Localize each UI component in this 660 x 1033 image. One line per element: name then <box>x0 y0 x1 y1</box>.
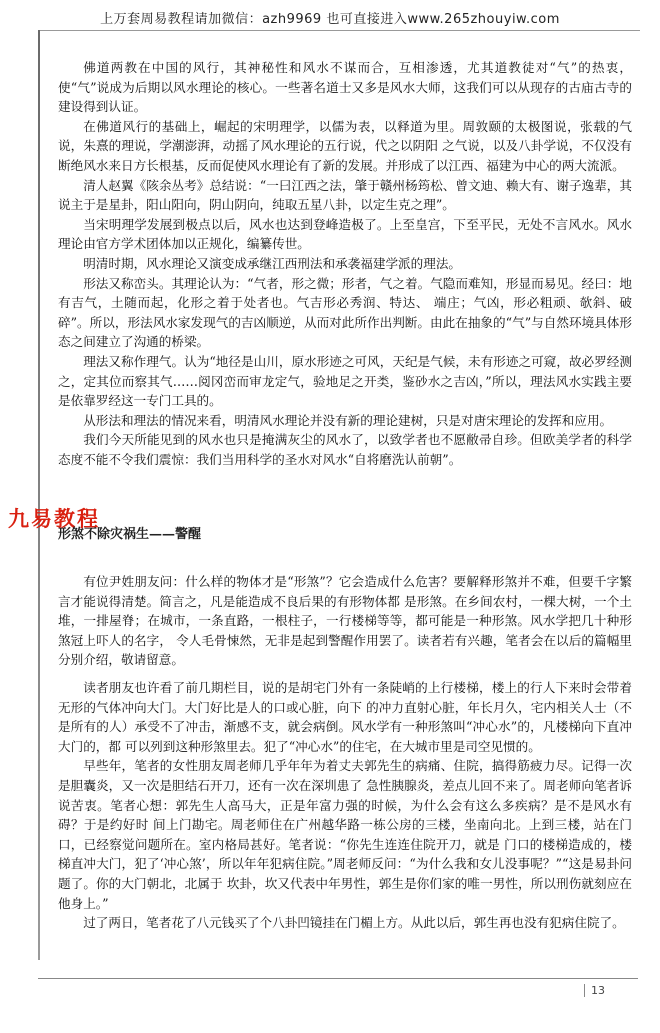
page-number: 13 <box>584 984 605 997</box>
left-margin-rule <box>38 30 40 960</box>
paragraph: 我们今天所能见到的风水也只是掩满灰尘的风水了，以致学者也不愿敝帚自珍。但欧美学者的科学态度不能不令我们震惊：我们当用科学的圣水对风水“自将磨洗认前朝”。 <box>58 432 632 467</box>
paragraph: 在佛道风行的基础上，崛起的宋明理学，以儒为表，以释道为里。周敦颐的太极图说，张载的气说，朱熹的理说，学潮澎湃，动摇了风水理论的五行说，代之以阴阳 之气说，以及八卦学说，不仅没有断绝风水来日方长根基，反而促使风水理论有了新的发展。并形成了以江西、福建为中心的两大流派。 <box>58 118 632 173</box>
paragraph: 明清时期，风水理论又演变成承继江西刑法和承袭福建学派的理法。 <box>83 255 461 271</box>
paragraph: 理法又称作理气。认为“地径是山川，原水形迹之可风，天纪是气候，未有形迹之可窥，故必罗经测之，定其位而察其气……阅冈峦而审龙定气，验地足之开类，鉴砂水之吉凶，”所以，理法风水实践主要是依靠罗经这一专门工具的。 <box>58 353 632 409</box>
paragraph: 当宋明理学发展到极点以后，风水也达到登峰造极了。上至皇宫，下至平民，无处不言风水。风水理论由官方学术团体加以正规化，编纂传世。 <box>58 216 632 252</box>
watermark-logo: 九易教程 <box>8 507 100 531</box>
paragraph: 有位尹姓朋友问：什么样的物体才是“形煞”？它会造成什么危害？要解释形煞并不难，但要千字繁言才能说得清楚。简言之，凡是能造成不良后果的有形物体都 是形煞。在乡间农村，一棵大树，一个土堆，一排屋脊；在城市，一条直路，一根柱子，一行楼梯等等，都可能是一种形煞。风水学把几十种形煞冠上吓人的名字， 令人毛骨悚然，无非是起到警醒作用罢了。读者若有兴趣，笔者会在以后的篇幅里分别介绍，敬请留意。 <box>58 574 632 668</box>
paragraph: 过了两日，笔者花了八元钱买了个八卦凹镜挂在门楣上方。从此以后，郭生再也没有犯病住院了。 <box>83 915 625 931</box>
article-xingsha <box>58 572 632 939</box>
paragraph: 早些年，笔者的女性朋友周老师几乎年年为着丈夫郭先生的病痛、住院，搞得筋疲力尽。记得一次是胆囊炎，又一次是胆结石开刀，还有一次在深圳患了 急性胰腺炎，差点儿回不来了。周老师向笔者诉说苦衷。笔者心想：郭先生人高马大，正是年富力强的时候，为什么会有这么多疾病？是不是风水有碍？于是约好时 间上门勘宅。周老师住在广州越华路一栋公房的三楼，坐南向北。上到三楼，站在门口，已经察觉问题所在。室内格局甚好。笔者说：“你先生连连住院开刀，就是 门口的楼梯造成的，楼梯直冲大门，犯了‘冲心煞’，所以年年犯病住院。”周老师反问：“为什么我和女儿没事呢？”“这是易卦问题了。你的大门朝北，北属于 坎卦，坎又代表中年男性，郭生是你们家的唯一男性，所以刑伤就刻应在他身上。” <box>58 758 632 911</box>
site-banner: 上万套周易教程请加微信：azh9969 也可直接进入www.265zhouyiw.com <box>100 12 560 27</box>
footer-rule <box>38 978 638 979</box>
paragraph: 形法又称峦头。其理论认为：“气者，形之微；形者，气之着。气隐而难知，形显而易见。经曰：地有吉气，土随而起，化形之着于处者也。气吉形必秀润、特达、 端庄；气凶，形必粗顽、欹斜、破碎”。所以，形法风水家发现气的吉凶顺逆，从而对此所作出判断。由此在抽象的“气”与自然环境具体形态之间建立了沟通的桥梁。 <box>58 275 632 350</box>
section-title: 形煞不除灾祸生——警醒 <box>58 527 202 542</box>
paragraph: 从形法和理法的情况来看，明清风水理论并没有新的理论建树，只是对唐宋理论的发挥和应用。 <box>83 412 613 428</box>
top-rule <box>38 30 640 31</box>
paragraph: 清人赵翼《陔余丛考》总结说：“一曰江西之法，肇于赣州杨筠松、曾文迪、赖大有、谢子逸辈，其说主于是星卦，阳山阳向，阴山阴向，纯取五星八卦，以定生克之理”。 <box>58 177 632 213</box>
paragraph: 佛道两教在中国的风行，其神秘性和风水不谋而合，互相渗透，尤其道教徒对“气”的热衷，使“气”说成为后期以风水理论的核心。一些著名道士又多是风水大师，这我们可以从现存的古庙古寺的建设得到认证。 <box>58 60 632 115</box>
paragraph: 读者朋友也许看了前几期栏目，说的是胡宅门外有一条陡峭的上行楼梯，楼上的行人下来时会带着无形的气体冲向大门。大门好比是人的口或心脏，向下 的冲力直射心脏，年长月久，宅内相关人士（不是所有的人）承受不了冲击，渐感不支，就会病倒。风水学有一种形煞叫“冲心水”的，凡楼梯向下直冲大门的，都 可以列到这种形煞里去。犯了“冲心水”的住宅，在大城市里是司空见惯的。 <box>58 679 632 754</box>
article-history <box>58 58 632 469</box>
